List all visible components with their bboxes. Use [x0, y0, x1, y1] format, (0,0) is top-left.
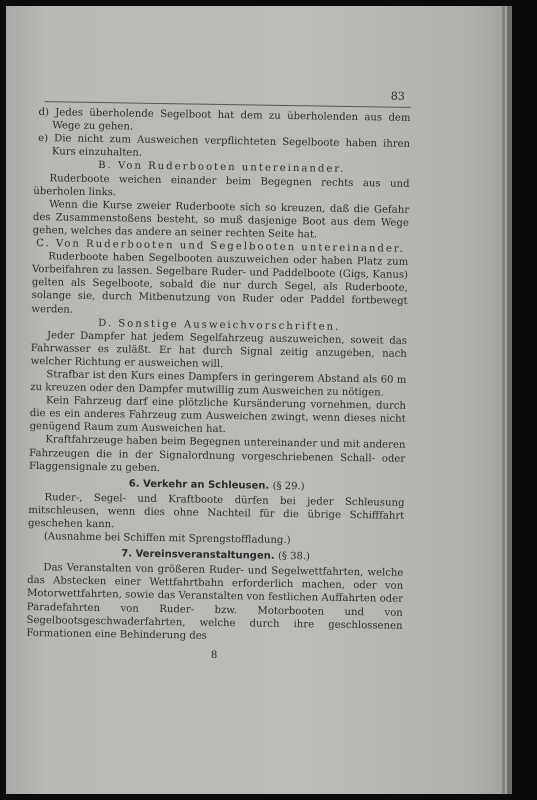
paragraph-s7-1: Das Veranstalten von größeren Ruder- und Segelwettfahrten, welche das Abstecken einer Wettfahrtbahn erforderlich machen, oder von Motorwettfahrten, sowie das Veranstalten von festlichen Auffahrten oder Paradefahrten von Ruder- bzw. Motorbooten und von Segelbootsgeschwaderfahrten, welche durch ihre geschlossenen Formationen eine Behinderung des	[26, 562, 404, 642]
section-6-paragraph-ref: (§ 29.)	[272, 480, 305, 493]
paragraph-d1: Jeder Dampfer hat jedem Segelfahrzeug auszuweichen, soweit das Fahrwasser es zuläßt. Er hat durch Signal zeitig anzugeben, nach welcher Richtung er ausweichen will.	[30, 329, 408, 370]
page-number: 83	[390, 89, 405, 103]
page-text	[26, 84, 411, 665]
section-heading-b: B. Von Ruderbooten untereinander.	[98, 160, 346, 176]
paragraph-c1: Ruderboote haben Segelbooten auszuweichen oder haben Platz zum Vorbeifahren zu lassen. Segelbare Ruder- und Paddelboote (Gigs, Kanus) gelten als Segelboote, sobald die nur durch Segel, als Ruderboote, solange sie, durch Mitbenutzung von Ruder oder Paddel fortbewegt werden.	[31, 251, 409, 316]
paragraph-s6-2: (Ausnahme bei Schiffen mit Sprengstoffladung.)	[43, 531, 291, 547]
section-6-title: 6. Verkehr an Schleusen.	[128, 478, 270, 492]
paragraph-b1: Ruderboote weichen einander beim Begegnen rechts aus und überholen links.	[33, 172, 410, 198]
paragraph-e: e) Die nicht zum Ausweichen verpflichteten Segelboote haben ihren Kurs einzuhalten.	[38, 133, 411, 160]
section-heading-c: C. Von Ruderbooten und Segelbooten untereinander.	[36, 238, 405, 255]
paragraph-d: d) Jedes überholende Segelboot hat dem zu überholenden aus dem Wege zu gehen.	[38, 107, 411, 133]
page-edge-outer	[507, 6, 512, 794]
section-heading-d: D. Sonstige Ausweichvorschriften.	[98, 317, 341, 333]
paragraph-s6-1: Ruder-, Segel- und Kraftboote dürfen bei jeder Schleusung mitschleusen, wenn dies ohne Nachteil für die übrige Schifffahrt geschehen kann.	[28, 492, 405, 531]
section-7-paragraph-ref: (§ 38.)	[277, 551, 311, 563]
book-page	[6, 6, 512, 794]
page-edge	[502, 6, 505, 794]
paragraph-d4: Kraftfahrzeuge haben beim Begegnen untereinander und mit anderen Fahrzeugen die in der Signalordnung vorgeschriebenen Schall- oder Flaggensignale zu geben.	[28, 434, 406, 474]
section-7-title: 7. Vereinsveranstaltungen.	[121, 548, 275, 563]
signature-mark: 8	[210, 649, 218, 661]
paragraph-d3: Kein Fahrzeug darf eine plötzliche Kursänderung vornehmen, durch die es ein anderes Fahrzeug zum Ausweichen zwingt, wenn dieses nicht genügend Raum zum Ausweichen hat.	[29, 395, 407, 436]
paragraph-b2: Wenn die Kurse zweier Ruderboote sich so kreuzen, daß die Gefahr des Zusammenstoßens besteht, so muß dasjenige Boot aus dem Wege gehen, welches das andere an seiner rechten Seite hat.	[32, 198, 410, 241]
paragraph-d2: Strafbar ist den Kurs eines Dampfers in geringerem Abstand als 60 m zu kreuzen oder den Dampfer mutwillig zum Ausweichen zu nötigen.	[30, 369, 407, 399]
